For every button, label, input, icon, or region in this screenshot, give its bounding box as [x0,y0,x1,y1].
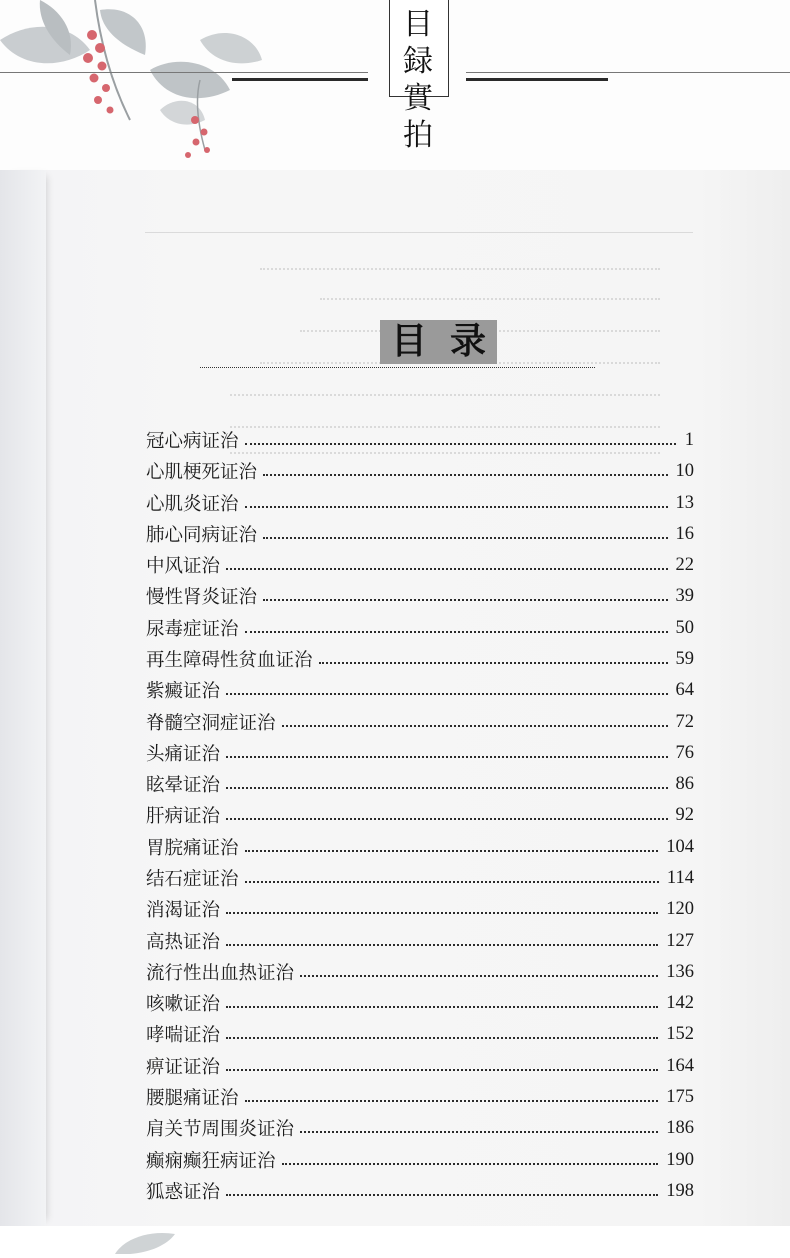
toc-entry [146,769,694,799]
toc-leader-dots [263,474,667,476]
toc-leader-dots [226,1037,658,1039]
banner-label [393,6,443,154]
toc-leader-dots [245,506,668,508]
toc-leader-dots [245,443,676,445]
toc-entry-page: 136 [666,961,694,982]
toc-entry-title: 脊髓空洞症证治 [146,713,276,734]
toc-entry [146,1176,694,1206]
toc-entry-title: 高热证治 [146,932,221,953]
toc-entry-page: 39 [675,585,694,606]
toc-entry-title: 心肌炎证治 [146,494,239,515]
toc-entry [146,613,694,643]
toc-entry [146,456,694,486]
banner-label-char: 實 [403,81,433,116]
toc-entry [146,581,694,611]
toc-leader-dots [263,599,667,601]
toc-entry-page: 13 [675,492,694,513]
toc-leader-dots [263,537,667,539]
toc-entry [146,863,694,893]
toc-entry-title: 再生障碍性贫血证治 [146,650,313,671]
toc-entry-title: 眩晕证治 [146,775,221,796]
bottom-strip [0,1226,790,1254]
toc-entry-page: 152 [666,1023,694,1044]
toc-entry-page: 186 [666,1117,694,1138]
toc-entry-title: 腰腿痛证治 [146,1088,239,1109]
banner-rule-right-thick [466,78,608,81]
toc-entry-title: 痹证证治 [146,1057,221,1078]
toc-entry-title: 紫癜证治 [146,681,221,702]
toc-leader-dots [282,725,668,727]
toc-entry-page: 22 [675,554,694,575]
toc-entry-page: 10 [675,460,694,481]
toc-leader-dots [245,881,659,883]
toc-entry-title: 心肌梗死证治 [146,462,258,483]
toc-entry-page: 59 [675,648,694,669]
toc-leader-dots [226,568,667,570]
toc-leader-dots [282,1163,659,1165]
toc-entry-title: 结石症证治 [146,869,239,890]
toc-leader-dots [300,1131,658,1133]
toc-leader-dots [226,818,667,820]
toc-entry-page: 142 [666,992,694,1013]
banner-label-char: 目 [403,7,433,42]
toc-entry-title: 肝病证治 [146,806,221,827]
plant-branch-illustration [0,0,300,170]
toc-entry-page: 92 [675,804,694,825]
toc-entry [146,800,694,830]
toc-entry-page: 198 [666,1180,694,1201]
toc-entry-page: 175 [666,1086,694,1107]
toc-entry-title: 肩关节周围炎证治 [146,1119,295,1140]
toc-entry-page: 86 [675,773,694,794]
toc-heading [380,320,497,364]
toc-entry-title: 流行性出血热证治 [146,963,295,984]
toc-entry-page: 190 [666,1149,694,1170]
banner-rule-right [466,72,790,73]
book-page-photo [0,170,790,1226]
toc-leader-dots [226,787,667,789]
toc-entry-page: 76 [675,742,694,763]
toc-entry-page: 64 [675,679,694,700]
toc-entry-title: 狐惑证治 [146,1182,221,1203]
toc-entry [146,519,694,549]
toc-entry [146,738,694,768]
toc-entry [146,1051,694,1081]
toc-entry-title: 消渴证治 [146,900,221,921]
toc-entry [146,1113,694,1143]
leaf-illustration [0,1226,200,1254]
toc-entry [146,550,694,580]
toc-leader-dots [319,662,668,664]
banner [0,0,790,170]
toc-entry-title: 冠心病证治 [146,431,239,452]
toc-entry-title: 肺心同病证治 [146,525,258,546]
toc-leader-dots [226,1006,658,1008]
toc-entry-title: 头痛证治 [146,744,221,765]
toc-entry [146,488,694,518]
banner-label-char: 拍 [403,118,433,153]
toc-entry [146,926,694,956]
toc-entry-title: 癫痫癫狂病证治 [146,1151,276,1172]
toc-leader-dots [245,1100,659,1102]
toc-leader-dots [226,1069,658,1071]
banner-label-char: 録 [403,44,433,79]
toc-entry-page: 120 [666,898,694,919]
heading-dotted-rule [200,367,595,368]
toc-entry-page: 1 [684,429,694,450]
toc-entry [146,988,694,1018]
toc-leader-dots [245,850,659,852]
toc-leader-dots [300,975,658,977]
toc-entry-page: 164 [666,1055,694,1076]
toc-leader-dots [226,944,658,946]
toc-entry [146,1145,694,1175]
toc-entry-title: 哮喘证治 [146,1025,221,1046]
toc-leader-dots [226,1194,658,1196]
toc-leader-dots [226,693,667,695]
toc-entry [146,957,694,987]
banner-rule-left-thick [232,78,368,81]
toc-entry-title: 慢性肾炎证治 [146,587,258,608]
toc-entry-page: 127 [666,930,694,951]
toc-heading-char: 目 [390,321,427,362]
toc-heading-char: 录 [449,321,486,362]
toc-entry [146,1019,694,1049]
toc-entry [146,644,694,674]
toc-entry-title: 咳嗽证治 [146,994,221,1015]
toc-entry [146,425,694,455]
toc-entry-title: 尿毒症证治 [146,619,239,640]
toc-leader-dots [245,631,668,633]
toc-leader-dots [226,756,667,758]
toc-entry-page: 114 [666,867,694,888]
toc-entry [146,894,694,924]
toc-entry [146,707,694,737]
toc-entry [146,675,694,705]
toc-entry [146,1082,694,1112]
toc-entry-page: 104 [666,836,694,857]
toc-entry-page: 72 [675,711,694,732]
toc-leader-dots [226,912,658,914]
toc-entry [146,832,694,862]
banner-rule-left [0,72,368,73]
toc-entry-title: 中风证治 [146,556,221,577]
toc-entry-page: 16 [675,523,694,544]
toc-entry-page: 50 [675,617,694,638]
toc-entry-title: 胃脘痛证治 [146,838,239,859]
